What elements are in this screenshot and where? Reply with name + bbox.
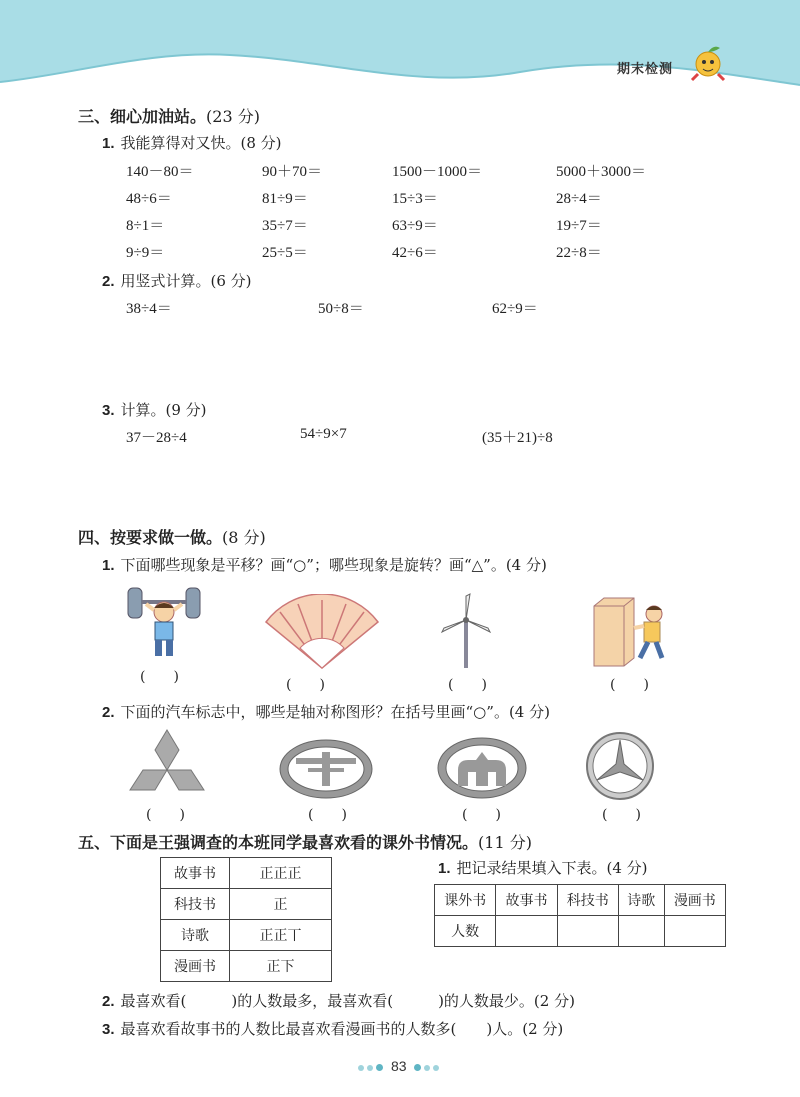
great-wall-logo — [436, 736, 528, 800]
s4-q1-answer-2[interactable]: ( ) — [286, 677, 325, 693]
s4-q2-answer-2[interactable]: ( ) — [308, 807, 347, 823]
oral-calc-exercise: 48÷6＝ — [126, 191, 172, 207]
section-4-title: 四、按要求做一做。(8 分) — [78, 528, 266, 547]
s3-q1: 1. 我能算得对又快。(8 分) — [102, 134, 282, 152]
mercedes-logo — [584, 730, 656, 802]
tally-book: 漫画书 — [161, 951, 230, 982]
oral-calc-exercise: 22÷8＝ — [556, 245, 602, 261]
s4-q1: 1. 下面哪些现象是平移？画“○”；哪些现象是旋转？画“△”。(4 分) — [102, 556, 547, 574]
s3-q2: 2. 用竖式计算。(6 分) — [102, 272, 252, 290]
windmill-image — [436, 592, 496, 672]
s3-q3-expr-2: 54÷9×7 — [300, 426, 347, 442]
s3-q2-expr-3: 62÷9＝ — [492, 301, 538, 317]
result-input-cell[interactable] — [496, 916, 557, 947]
tally-row — [161, 858, 332, 889]
oral-calc-exercise: 90＋70＝ — [262, 164, 323, 180]
s3-q3-expr-3: (35＋21)÷8 — [482, 430, 553, 446]
oral-calc-exercise: 81÷9＝ — [262, 191, 308, 207]
footer-dot — [424, 1065, 430, 1071]
mitsubishi-logo — [126, 728, 208, 802]
footer-dot — [433, 1065, 439, 1071]
section-3-title: 三、细心加油站。(23 分) — [78, 107, 260, 126]
result-input-cell[interactable] — [664, 916, 725, 947]
result-header-cell: 诗歌 — [618, 885, 664, 916]
s4-q1-answer-3[interactable]: ( ) — [448, 677, 487, 693]
mascot-icon — [688, 42, 728, 82]
oral-calc-exercise: 28÷4＝ — [556, 191, 602, 207]
s4-q1-answer-1[interactable]: ( ) — [140, 669, 179, 685]
result-row-label: 人数 — [435, 916, 496, 947]
tally-row — [161, 920, 332, 951]
oral-calc-exercise: 5000＋3000＝ — [556, 164, 647, 180]
result-header-cell: 漫画书 — [664, 885, 725, 916]
oral-calc-exercise: 140－80＝ — [126, 164, 194, 180]
tally-book: 故事书 — [161, 858, 230, 889]
s4-q2-answer-1[interactable]: ( ) — [146, 807, 185, 823]
result-input-cell[interactable] — [557, 916, 618, 947]
oral-calc-exercise: 1500－1000＝ — [392, 164, 483, 180]
tally-row — [161, 889, 332, 920]
tally-row — [161, 951, 332, 982]
weightlifter-image — [124, 582, 204, 662]
result-header-cell: 故事书 — [496, 885, 557, 916]
faw-logo — [278, 738, 374, 800]
result-header-cell: 课外书 — [435, 885, 496, 916]
tally-marks: 正 — [230, 889, 332, 920]
oral-calc-exercise: 8÷1＝ — [126, 218, 165, 234]
tally-marks: 正下 — [230, 951, 332, 982]
result-input-cell[interactable] — [618, 916, 664, 947]
pushing-box-image — [588, 596, 678, 668]
s3-q3: 3. 计算。(9 分) — [102, 401, 207, 419]
s5-q2: 2. 最喜欢看( )的人数最多，最喜欢看( )的人数最少。(2 分) — [102, 992, 575, 1010]
tally-table — [160, 857, 332, 982]
header-wave-band — [0, 0, 800, 110]
oral-calc-exercise: 15÷3＝ — [392, 191, 438, 207]
result-count-row — [435, 916, 726, 947]
tally-book: 科技书 — [161, 889, 230, 920]
s5-q1: 1. 把记录结果填入下表。(4 分) — [438, 859, 648, 877]
s4-q2: 2. 下面的汽车标志中，哪些是轴对称图形？在括号里画“○”。(4 分) — [102, 703, 550, 721]
header-title: 期末检测 — [617, 62, 674, 77]
s3-q2-expr-1: 38÷4＝ — [126, 301, 172, 317]
page-number: 83 — [391, 1058, 407, 1074]
result-table — [434, 884, 726, 947]
oral-calc-exercise: 63÷9＝ — [392, 218, 438, 234]
footer-dot — [376, 1064, 383, 1071]
footer-dot — [414, 1064, 421, 1071]
tally-marks: 正正丅 — [230, 920, 332, 951]
result-header-row — [435, 885, 726, 916]
tally-book: 诗歌 — [161, 920, 230, 951]
s4-q2-answer-3[interactable]: ( ) — [462, 807, 501, 823]
tally-marks: 正正正 — [230, 858, 332, 889]
s3-q3-expr-1: 37－28÷4 — [126, 430, 187, 446]
oral-calc-exercise: 19÷7＝ — [556, 218, 602, 234]
s5-q3: 3. 最喜欢看故事书的人数比最喜欢看漫画书的人数多( )人。(2 分) — [102, 1020, 564, 1038]
folding-fan-image — [262, 594, 382, 674]
oral-calc-exercise: 9÷9＝ — [126, 245, 165, 261]
oral-calc-exercise: 25÷5＝ — [262, 245, 308, 261]
footer-dot — [367, 1065, 373, 1071]
s4-q1-answer-4[interactable]: ( ) — [610, 677, 649, 693]
oral-calc-exercise: 42÷6＝ — [392, 245, 438, 261]
result-header-cell: 科技书 — [557, 885, 618, 916]
s3-q2-expr-2: 50÷8＝ — [318, 301, 364, 317]
oral-calc-exercise: 35÷7＝ — [262, 218, 308, 234]
s4-q2-answer-4[interactable]: ( ) — [602, 807, 641, 823]
section-5-title: 五、下面是王强调查的本班同学最喜欢看的课外书情况。(11 分) — [78, 833, 532, 852]
footer-dot — [358, 1065, 364, 1071]
